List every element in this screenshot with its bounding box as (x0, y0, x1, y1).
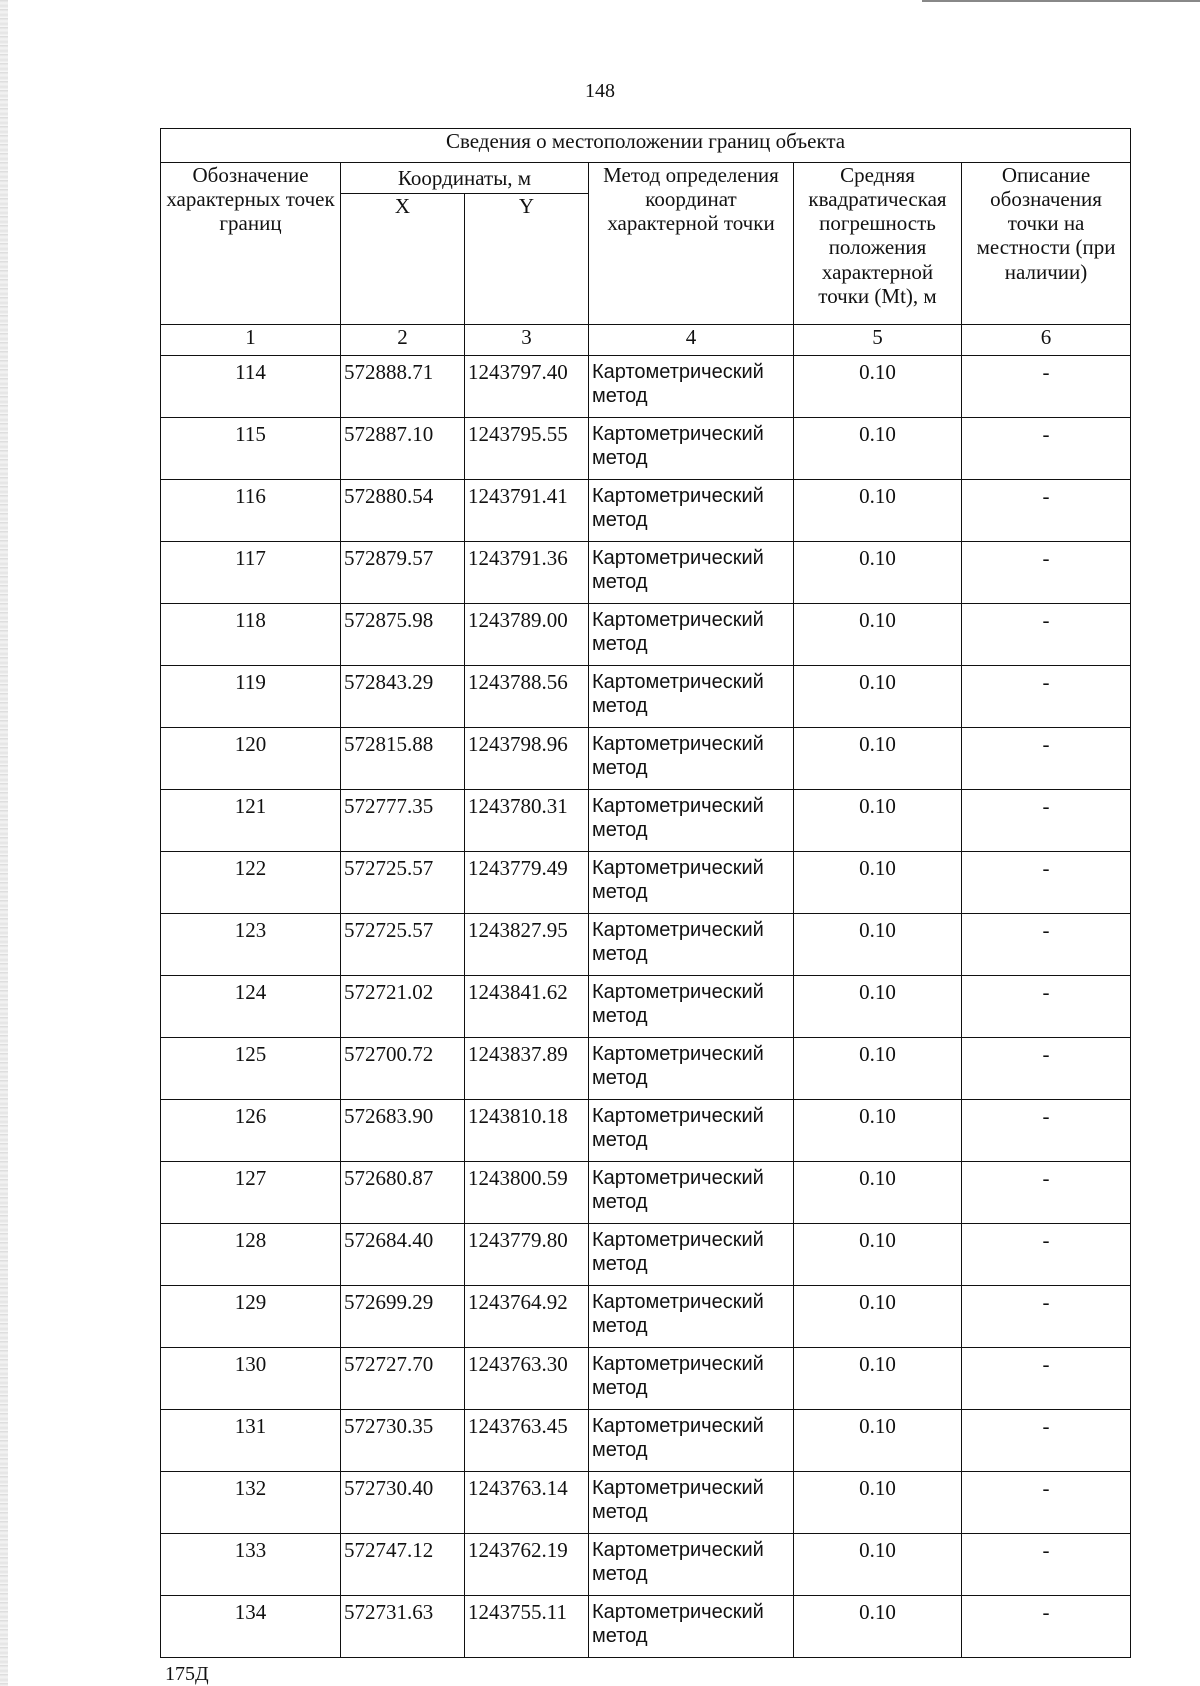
description-cell: - (962, 1472, 1131, 1534)
x-coordinate-cell: 572725.57 (341, 852, 465, 914)
table-row (161, 976, 1131, 1038)
header-method: Метод определения координат характерной точки (589, 163, 794, 325)
description-cell: - (962, 356, 1131, 418)
point-cell: 125 (161, 1038, 341, 1100)
x-coordinate-cell: 572700.72 (341, 1038, 465, 1100)
description-cell: - (962, 1224, 1131, 1286)
x-coordinate-cell: 572727.70 (341, 1348, 465, 1410)
method-cell: Картометрический метод (589, 1410, 794, 1472)
method-cell: Картометрический метод (589, 790, 794, 852)
x-coordinate-cell: 572680.87 (341, 1162, 465, 1224)
error-cell: 0.10 (794, 1472, 962, 1534)
point-cell: 118 (161, 604, 341, 666)
method-cell: Картометрический метод (589, 1224, 794, 1286)
y-coordinate-cell: 1243762.19 (465, 1534, 589, 1596)
point-cell: 120 (161, 728, 341, 790)
header-description: Описание обозначения точки на местности (при наличии) (962, 163, 1131, 325)
error-cell: 0.10 (794, 914, 962, 976)
method-cell: Картометрический метод (589, 1596, 794, 1658)
header-point: Обозначение характерных точек границ (161, 163, 341, 325)
description-cell: - (962, 542, 1131, 604)
table-body (161, 356, 1131, 1658)
description-cell: - (962, 852, 1131, 914)
table-row (161, 604, 1131, 666)
error-cell: 0.10 (794, 480, 962, 542)
description-cell: - (962, 1038, 1131, 1100)
description-cell: - (962, 1410, 1131, 1472)
y-coordinate-cell: 1243827.95 (465, 914, 589, 976)
header-error: Средняя квадратическая погрешность положения характерной точки (Mt), м (794, 163, 962, 325)
table-row (161, 542, 1131, 604)
column-number: 4 (589, 325, 794, 356)
method-cell: Картометрический метод (589, 418, 794, 480)
method-cell: Картометрический метод (589, 1348, 794, 1410)
header-y: Y (465, 194, 589, 325)
method-cell: Картометрический метод (589, 542, 794, 604)
y-coordinate-cell: 1243837.89 (465, 1038, 589, 1100)
y-coordinate-cell: 1243795.55 (465, 418, 589, 480)
error-cell: 0.10 (794, 790, 962, 852)
table-row (161, 852, 1131, 914)
table-row (161, 1348, 1131, 1410)
method-cell: Картометрический метод (589, 728, 794, 790)
footer-document-code: 175Д (165, 1663, 209, 1685)
method-cell: Картометрический метод (589, 604, 794, 666)
error-cell: 0.10 (794, 666, 962, 728)
column-number: 5 (794, 325, 962, 356)
method-cell: Картометрический метод (589, 1534, 794, 1596)
description-cell: - (962, 1100, 1131, 1162)
x-coordinate-cell: 572721.02 (341, 976, 465, 1038)
error-cell: 0.10 (794, 418, 962, 480)
table-row (161, 790, 1131, 852)
table-row (161, 1224, 1131, 1286)
error-cell: 0.10 (794, 728, 962, 790)
x-coordinate-cell: 572888.71 (341, 356, 465, 418)
table-row (161, 728, 1131, 790)
y-coordinate-cell: 1243764.92 (465, 1286, 589, 1348)
point-cell: 128 (161, 1224, 341, 1286)
method-cell: Картометрический метод (589, 356, 794, 418)
y-coordinate-cell: 1243763.45 (465, 1410, 589, 1472)
table-row (161, 1596, 1131, 1658)
point-cell: 132 (161, 1472, 341, 1534)
description-cell: - (962, 1162, 1131, 1224)
y-coordinate-cell: 1243791.41 (465, 480, 589, 542)
y-coordinate-cell: 1243779.80 (465, 1224, 589, 1286)
method-cell: Картометрический метод (589, 1286, 794, 1348)
error-cell: 0.10 (794, 852, 962, 914)
x-coordinate-cell: 572684.40 (341, 1224, 465, 1286)
error-cell: 0.10 (794, 1596, 962, 1658)
description-cell: - (962, 728, 1131, 790)
method-cell: Картометрический метод (589, 852, 794, 914)
method-cell: Картометрический метод (589, 666, 794, 728)
error-cell: 0.10 (794, 1286, 962, 1348)
y-coordinate-cell: 1243791.36 (465, 542, 589, 604)
y-coordinate-cell: 1243788.56 (465, 666, 589, 728)
x-coordinate-cell: 572747.12 (341, 1534, 465, 1596)
x-coordinate-cell: 572699.29 (341, 1286, 465, 1348)
table-row (161, 418, 1131, 480)
point-cell: 127 (161, 1162, 341, 1224)
point-cell: 121 (161, 790, 341, 852)
error-cell: 0.10 (794, 356, 962, 418)
header-coordinates: Координаты, м (341, 163, 589, 194)
table-row (161, 480, 1131, 542)
description-cell: - (962, 1286, 1131, 1348)
point-cell: 115 (161, 418, 341, 480)
table-row (161, 356, 1131, 418)
point-cell: 131 (161, 1410, 341, 1472)
error-cell: 0.10 (794, 1100, 962, 1162)
description-cell: - (962, 1596, 1131, 1658)
y-coordinate-cell: 1243779.49 (465, 852, 589, 914)
table-row (161, 914, 1131, 976)
description-cell: - (962, 418, 1131, 480)
y-coordinate-cell: 1243797.40 (465, 356, 589, 418)
error-cell: 0.10 (794, 1410, 962, 1472)
point-cell: 119 (161, 666, 341, 728)
error-cell: 0.10 (794, 976, 962, 1038)
method-cell: Картометрический метод (589, 480, 794, 542)
point-cell: 117 (161, 542, 341, 604)
table-caption: Сведения о местоположении границ объекта (161, 129, 1131, 163)
error-cell: 0.10 (794, 542, 962, 604)
method-cell: Картометрический метод (589, 1472, 794, 1534)
x-coordinate-cell: 572777.35 (341, 790, 465, 852)
table-row (161, 1038, 1131, 1100)
x-coordinate-cell: 572730.35 (341, 1410, 465, 1472)
x-coordinate-cell: 572880.54 (341, 480, 465, 542)
x-coordinate-cell: 572815.88 (341, 728, 465, 790)
x-coordinate-cell: 572875.98 (341, 604, 465, 666)
error-cell: 0.10 (794, 1348, 962, 1410)
point-cell: 116 (161, 480, 341, 542)
description-cell: - (962, 976, 1131, 1038)
point-cell: 122 (161, 852, 341, 914)
description-cell: - (962, 604, 1131, 666)
x-coordinate-cell: 572683.90 (341, 1100, 465, 1162)
column-number: 6 (962, 325, 1131, 356)
page-number: 148 (585, 80, 615, 102)
description-cell: - (962, 1348, 1131, 1410)
error-cell: 0.10 (794, 1534, 962, 1596)
y-coordinate-cell: 1243800.59 (465, 1162, 589, 1224)
point-cell: 123 (161, 914, 341, 976)
y-coordinate-cell: 1243763.30 (465, 1348, 589, 1410)
y-coordinate-cell: 1243798.96 (465, 728, 589, 790)
point-cell: 134 (161, 1596, 341, 1658)
scan-top-line (922, 0, 1200, 2)
x-coordinate-cell: 572731.63 (341, 1596, 465, 1658)
x-coordinate-cell: 572879.57 (341, 542, 465, 604)
point-cell: 124 (161, 976, 341, 1038)
point-cell: 126 (161, 1100, 341, 1162)
x-coordinate-cell: 572725.57 (341, 914, 465, 976)
table-row (161, 666, 1131, 728)
error-cell: 0.10 (794, 1224, 962, 1286)
table-row (161, 1410, 1131, 1472)
y-coordinate-cell: 1243810.18 (465, 1100, 589, 1162)
method-cell: Картометрический метод (589, 1038, 794, 1100)
header-x: X (341, 194, 465, 325)
table-row (161, 1162, 1131, 1224)
point-cell: 133 (161, 1534, 341, 1596)
table-row (161, 1286, 1131, 1348)
method-cell: Картометрический метод (589, 1100, 794, 1162)
y-coordinate-cell: 1243780.31 (465, 790, 589, 852)
point-cell: 129 (161, 1286, 341, 1348)
x-coordinate-cell: 572730.40 (341, 1472, 465, 1534)
table-row (161, 1472, 1131, 1534)
description-cell: - (962, 480, 1131, 542)
boundary-coordinates-table (160, 128, 1131, 1658)
method-cell: Картометрический метод (589, 1162, 794, 1224)
description-cell: - (962, 914, 1131, 976)
method-cell: Картометрический метод (589, 914, 794, 976)
description-cell: - (962, 790, 1131, 852)
column-number: 3 (465, 325, 589, 356)
method-cell: Картометрический метод (589, 976, 794, 1038)
error-cell: 0.10 (794, 1162, 962, 1224)
column-number: 1 (161, 325, 341, 356)
y-coordinate-cell: 1243789.00 (465, 604, 589, 666)
error-cell: 0.10 (794, 1038, 962, 1100)
x-coordinate-cell: 572843.29 (341, 666, 465, 728)
scan-edge-artifact (0, 0, 8, 1686)
table-row (161, 1100, 1131, 1162)
point-cell: 130 (161, 1348, 341, 1410)
error-cell: 0.10 (794, 604, 962, 666)
x-coordinate-cell: 572887.10 (341, 418, 465, 480)
description-cell: - (962, 1534, 1131, 1596)
y-coordinate-cell: 1243763.14 (465, 1472, 589, 1534)
column-number: 2 (341, 325, 465, 356)
point-cell: 114 (161, 356, 341, 418)
y-coordinate-cell: 1243755.11 (465, 1596, 589, 1658)
y-coordinate-cell: 1243841.62 (465, 976, 589, 1038)
table-row (161, 1534, 1131, 1596)
description-cell: - (962, 666, 1131, 728)
